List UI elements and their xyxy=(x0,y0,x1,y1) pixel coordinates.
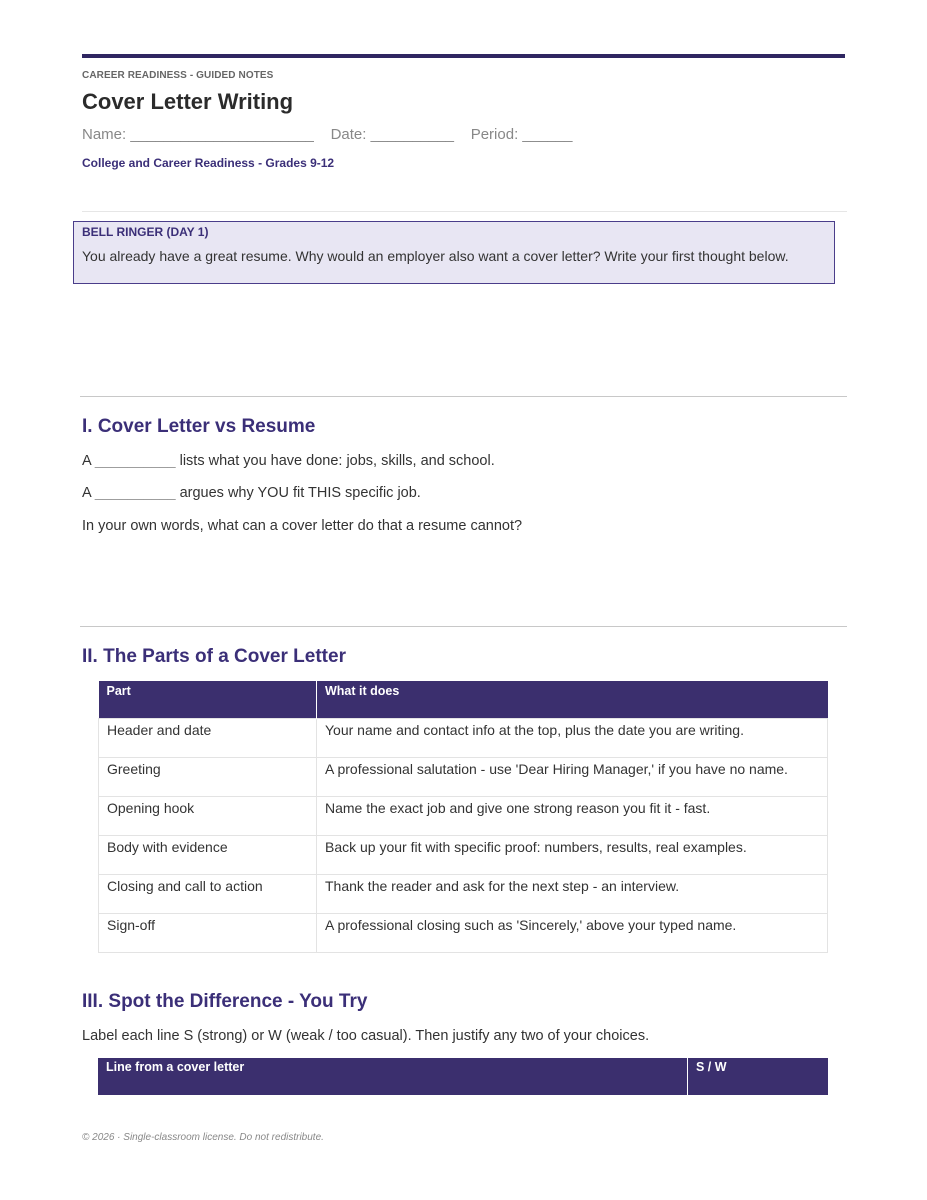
table-header-row xyxy=(99,681,828,719)
top-accent-bar xyxy=(82,54,845,58)
course-subtitle: College and Career Readiness - Grades 9-12 xyxy=(82,156,335,170)
license-footer: © 2026 · Single-classroom license. Do not redistribute. xyxy=(82,1132,324,1143)
section-divider xyxy=(80,626,847,627)
part-cell: Closing and call to action xyxy=(99,875,317,914)
eyebrow-label: CAREER READINESS - GUIDED NOTES xyxy=(82,70,274,81)
table-row xyxy=(99,797,828,836)
fill-in-line-1 xyxy=(82,453,495,469)
part-cell: Body with evidence xyxy=(99,836,317,875)
part-cell: Sign-off xyxy=(99,914,317,953)
line2-text: argues why YOU fit THIS specific job. xyxy=(179,485,421,501)
description-cell: A professional salutation - use 'Dear Hiring Manager,' if you have no name. xyxy=(317,758,828,797)
spot-difference-table xyxy=(98,1058,828,1095)
description-cell: Back up your fit with specific proof: numbers, results, real examples. xyxy=(317,836,828,875)
column-header-part: Part xyxy=(99,681,317,719)
line2-blank[interactable]: __________ xyxy=(94,485,176,501)
name-label: Name: xyxy=(82,126,127,143)
part-cell: Opening hook xyxy=(99,797,317,836)
section3-heading: III. Spot the Difference - You Try xyxy=(82,991,368,1012)
date-blank[interactable]: __________ xyxy=(370,126,455,143)
section1-heading: I. Cover Letter vs Resume xyxy=(82,416,316,437)
description-cell: Thank the reader and ask for the next step - an interview. xyxy=(317,875,828,914)
section2-heading: II. The Parts of a Cover Letter xyxy=(82,646,346,667)
table-row xyxy=(99,758,828,797)
student-info-row xyxy=(82,126,572,143)
column-header-line: Line from a cover letter xyxy=(98,1058,688,1095)
name-blank[interactable]: ______________________ xyxy=(130,126,314,143)
description-cell: Name the exact job and give one strong reason you fit it - fast. xyxy=(317,797,828,836)
header-divider xyxy=(82,211,847,212)
line1-text: lists what you have done: jobs, skills, and school. xyxy=(179,453,495,469)
line1-blank[interactable]: __________ xyxy=(94,453,176,469)
section1-question: In your own words, what can a cover letter do that a resume cannot? xyxy=(82,518,523,534)
table-row xyxy=(99,914,828,953)
line2-prefix: A xyxy=(82,485,91,501)
period-label: Period: xyxy=(470,126,519,143)
period-blank[interactable]: ______ xyxy=(522,126,573,143)
table-header-row xyxy=(98,1058,828,1095)
column-header-what-it-does: What it does xyxy=(317,681,828,719)
table-row xyxy=(99,719,828,758)
part-cell: Greeting xyxy=(99,758,317,797)
bell-ringer-box xyxy=(73,221,835,284)
description-cell: A professional closing such as 'Sincerely,' above your typed name. xyxy=(317,914,828,953)
section3-instructions: Label each line S (strong) or W (weak / too casual). Then justify any two of your choices. xyxy=(82,1028,650,1044)
fill-in-line-2 xyxy=(82,485,421,501)
section-divider xyxy=(80,396,847,397)
table-row xyxy=(99,875,828,914)
bell-ringer-label: BELL RINGER (DAY 1) xyxy=(82,225,209,239)
parts-table xyxy=(98,681,828,953)
bell-ringer-prompt: You already have a great resume. Why would an employer also want a cover letter? Write your first thought below. xyxy=(82,248,789,264)
line1-prefix: A xyxy=(82,453,91,469)
page-title: Cover Letter Writing xyxy=(82,89,294,114)
description-cell: Your name and contact info at the top, plus the date you are writing. xyxy=(317,719,828,758)
part-cell: Header and date xyxy=(99,719,317,758)
date-label: Date: xyxy=(330,126,367,143)
table-row xyxy=(99,836,828,875)
column-header-s-w: S / W xyxy=(688,1058,829,1095)
